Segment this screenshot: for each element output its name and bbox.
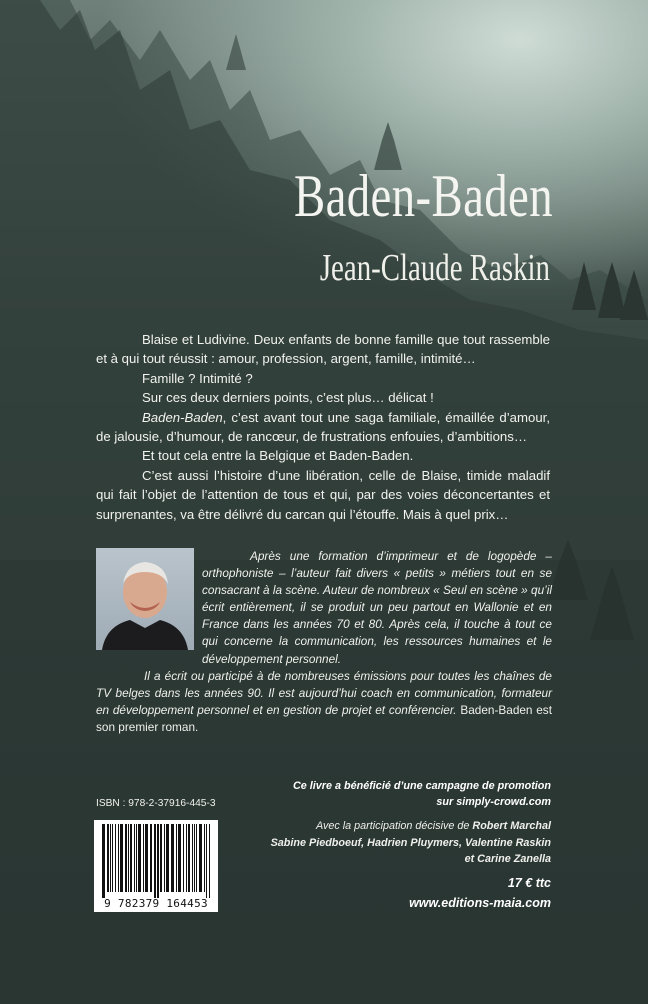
- book-title: Baden-Baden: [294, 163, 553, 229]
- credits-intro: Avec la participation décisive de: [315, 820, 473, 832]
- barcode-bar: [157, 824, 159, 898]
- barcode-bar: [183, 824, 184, 892]
- barcode-bar: [128, 824, 129, 892]
- isbn-barcode: [94, 820, 218, 912]
- publisher-website: www.editions-maia.com: [409, 896, 551, 910]
- barcode-bar: [166, 824, 169, 892]
- barcode-bar: [107, 824, 109, 892]
- bio-fragment: Baden-Baden est son premier roman.: [96, 702, 552, 734]
- promo-note: [251, 778, 551, 810]
- credits-line: [231, 851, 551, 868]
- barcode-bar: [154, 824, 156, 898]
- promo-line: Ce livre a bénéficié d’une campagne de promotion: [293, 780, 551, 792]
- participation-credits: [231, 818, 551, 868]
- barcode-bar: [178, 824, 181, 892]
- barcode-bar: [160, 824, 162, 892]
- barcode-bar: [130, 824, 132, 892]
- barcode-bar: [176, 824, 177, 892]
- synopsis-paragraph: Famille ? Intimité ?: [142, 370, 253, 386]
- synopsis-paragraph: [96, 408, 550, 447]
- barcode-bar: [120, 824, 123, 892]
- credit-names: Sabine Piedboeuf, Hadrien Pluymers, Valentine Raskin: [270, 836, 551, 849]
- isbn-label: ISBN : 978-2-37916-445-3: [96, 798, 216, 809]
- barcode-bar: [112, 824, 113, 892]
- author-name: Jean-Claude Raskin: [319, 247, 550, 289]
- barcode-bar: [150, 824, 152, 892]
- barcode-bar: [204, 824, 205, 892]
- price-label: 17 € ttc: [507, 876, 551, 890]
- synopsis-paragraph: Sur ces deux derniers points, c’est plus… délicat !: [142, 390, 434, 406]
- barcode-bar: [196, 824, 197, 892]
- promo-line: sur simply-crowd.com: [436, 796, 551, 808]
- bio-fragment: Il a écrit ou participé à de nombreuses émissions pour toutes les chaînes de TV belges dans les années 90. Il est aujourd’hui coach en communication, formateur en développement personnel et en gestion de projet et conférencier.: [96, 668, 552, 717]
- credit-name: Robert Marchal: [472, 820, 551, 832]
- barcode-bar: [145, 824, 148, 892]
- credits-line: [231, 818, 551, 835]
- barcode-bar: [102, 824, 105, 898]
- synopsis-paragraph: C’est aussi l’histoire d’une libération, celle de Blaise, timide maladif qui fait l’objet de l’attention de tous et qui, par des voies déconcertantes et surprenantes, va être délivré du carcan qui l’étouffe. Mais à quel prix…: [96, 467, 550, 522]
- credit-names: et Carine Zanella: [464, 853, 551, 865]
- synopsis-paragraph: Blaise et Ludivine. Deux enfants de bonne famille que tout rassemble et à qui tout réussit : amour, profession, argent, famille, intimité…: [96, 332, 550, 367]
- barcode-digits: 9 782379 164453: [104, 897, 208, 910]
- barcode-bar: [199, 824, 202, 892]
- barcode-bar: [209, 824, 210, 898]
- barcode-bar: [206, 824, 207, 898]
- barcode-bar: [118, 824, 119, 892]
- barcode-bars: [94, 820, 218, 898]
- barcode-bar: [194, 824, 195, 892]
- barcode-bar: [115, 824, 116, 892]
- barcode-bar: [192, 824, 193, 892]
- barcode-bar: [188, 824, 190, 892]
- barcode-bar: [186, 824, 187, 892]
- author-bio: [96, 548, 552, 736]
- barcode-bar: [136, 824, 137, 892]
- credits-line: [231, 835, 551, 852]
- barcode-bar: [143, 824, 144, 892]
- title-mention: Baden-Baden: [142, 409, 223, 425]
- bio-paragraph: [96, 668, 552, 736]
- author-photo: [96, 548, 194, 650]
- synopsis-fragment: , c’est avant tout une saga familiale, émaillée d’amour, de jalousie, d’humour, de rancœur, de frustrations enfouies, d’ambitions…: [96, 409, 550, 445]
- barcode-bar: [171, 824, 174, 892]
- synopsis-text: [96, 330, 550, 524]
- bio-paragraph: Après une formation d’imprimeur et de logopède – orthophoniste – l’auteur fait divers « petits » métiers tout en se consacrant à la scène. Auteur de nombreux « Seul en scène » qu’il écrit entièrement, il se produit un peu partout en Wallonie et en France dans les années 70 et 80. Après cela, il touche à tout ce qui concerne la communication, les ressources humaines et le développement personnel.: [202, 549, 552, 666]
- barcode-bar: [134, 824, 135, 892]
- barcode-bar: [125, 824, 127, 892]
- barcode-bar: [138, 824, 141, 892]
- barcode-bar: [164, 824, 165, 892]
- synopsis-paragraph: Et tout cela entre la Belgique et Baden-Baden.: [142, 448, 414, 464]
- barcode-bar: [110, 824, 111, 892]
